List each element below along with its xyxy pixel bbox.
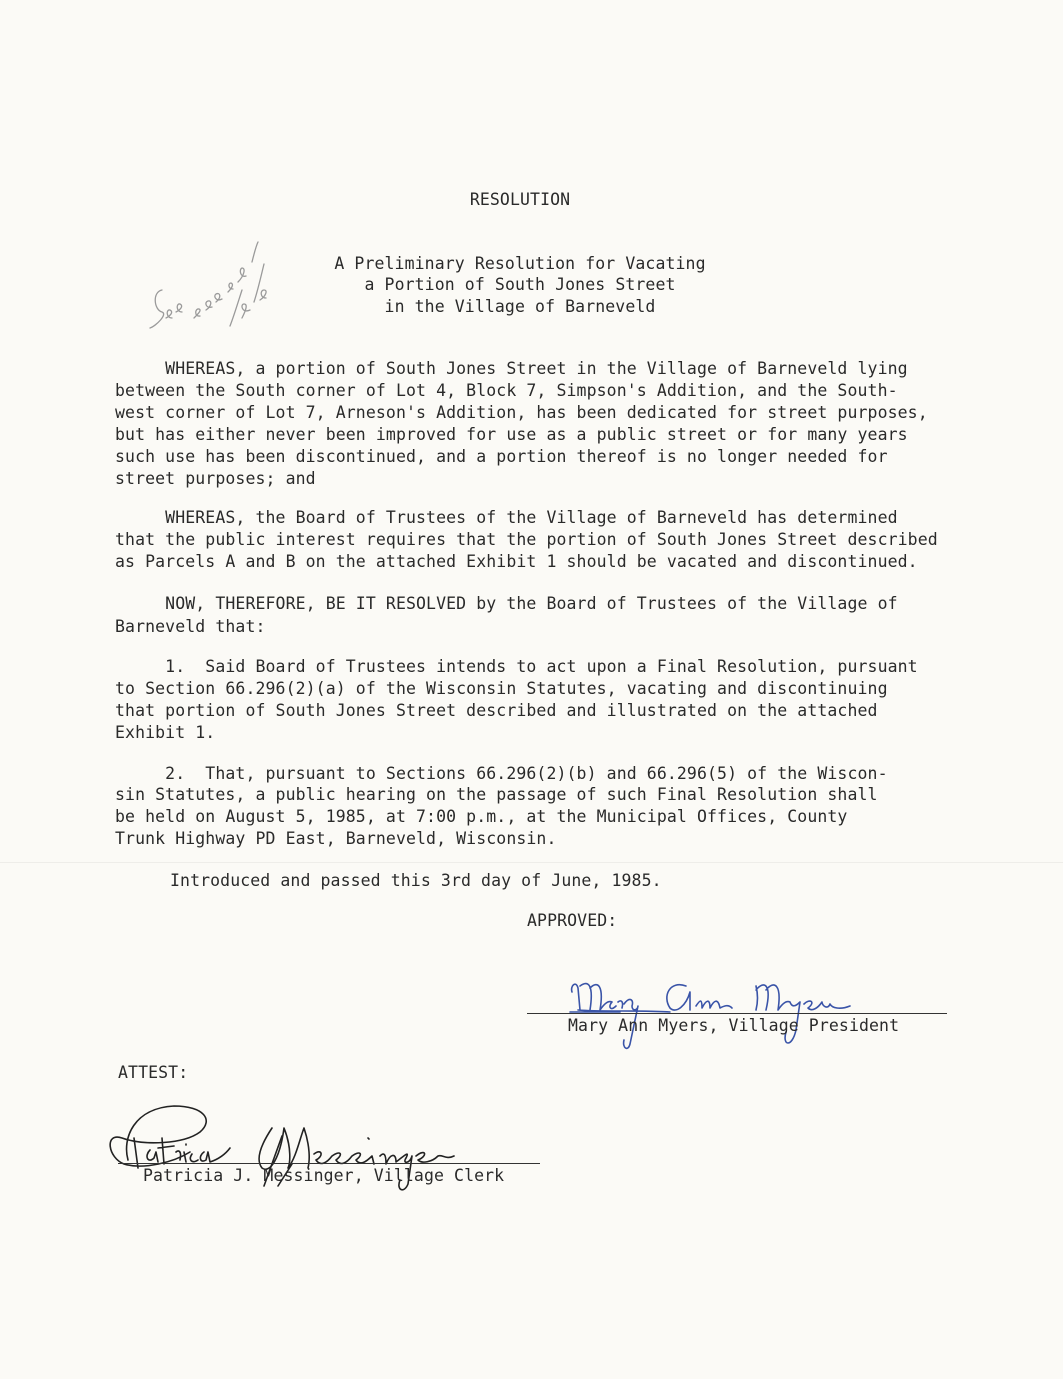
document-title: RESOLUTION bbox=[469, 190, 571, 209]
paragraph1-line-4: but has either never been improved for use as a public street or for many years bbox=[115, 425, 908, 444]
clerk-signature-line bbox=[118, 1163, 540, 1164]
paragraph1-line-6: street purposes; and bbox=[115, 469, 316, 488]
president-caption: Mary Ann Myers, Village President bbox=[568, 1016, 900, 1035]
paragraph3-line-1: NOW, THEREFORE, BE IT RESOLVED by the Board of Trustees of the Village of bbox=[115, 594, 898, 613]
subtitle-line-1: A Preliminary Resolution for Vacating bbox=[334, 254, 706, 273]
item1-line-1: 1. Said Board of Trustees intends to act upon a Final Resolution, pursuant bbox=[115, 657, 918, 676]
paragraph1-line-2: between the South corner of Lot 4, Block 7, Simpson's Addition, and the South- bbox=[115, 381, 898, 400]
paragraph1-line-5: such use has been discontinued, and a portion thereof is no longer needed for bbox=[115, 447, 888, 466]
margin-note-handwriting bbox=[148, 222, 278, 342]
paragraph3-line-2: Barneveld that: bbox=[115, 617, 266, 636]
subtitle-line-3: in the Village of Barneveld bbox=[384, 297, 656, 316]
paragraph1-line-1: WHEREAS, a portion of South Jones Street in the Village of Barneveld lying bbox=[115, 359, 908, 378]
item1-line-2: to Section 66.296(2)(a) of the Wisconsin Statutes, vacating and discontinuing bbox=[115, 679, 888, 698]
paragraph2-line-1: WHEREAS, the Board of Trustees of the Village of Barneveld has determined bbox=[115, 508, 898, 527]
president-signature-line bbox=[527, 1013, 947, 1014]
item1-line-4: Exhibit 1. bbox=[115, 723, 216, 742]
introduced-line: Introduced and passed this 3rd day of June, 1985. bbox=[170, 871, 662, 890]
item2-line-1: 2. That, pursuant to Sections 66.296(2)(b) and 66.296(5) of the Wiscon- bbox=[115, 764, 888, 783]
clerk-caption: Patricia J. Messinger, Village Clerk bbox=[143, 1166, 505, 1185]
item2-line-2: sin Statutes, a public hearing on the passage of such Final Resolution shall bbox=[115, 785, 878, 804]
paragraph2-line-2: that the public interest requires that the portion of South Jones Street described bbox=[115, 530, 938, 549]
president-signature bbox=[560, 966, 870, 1058]
paragraph2-line-3: as Parcels A and B on the attached Exhibit 1 should be vacated and discontinued. bbox=[115, 552, 918, 571]
item1-line-3: that portion of South Jones Street described and illustrated on the attached bbox=[115, 701, 878, 720]
fold-line bbox=[0, 862, 1063, 863]
approved-label: APPROVED: bbox=[527, 911, 618, 930]
paragraph1-line-3: west corner of Lot 7, Arneson's Addition, has been dedicated for street purposes, bbox=[115, 403, 928, 422]
item2-line-3: be held on August 5, 1985, at 7:00 p.m., at the Municipal Offices, County bbox=[115, 807, 848, 826]
attest-label: ATTEST: bbox=[118, 1063, 189, 1082]
subtitle-line-2: a Portion of South Jones Street bbox=[364, 275, 676, 294]
item2-line-4: Trunk Highway PD East, Barneveld, Wisconsin. bbox=[115, 829, 557, 848]
